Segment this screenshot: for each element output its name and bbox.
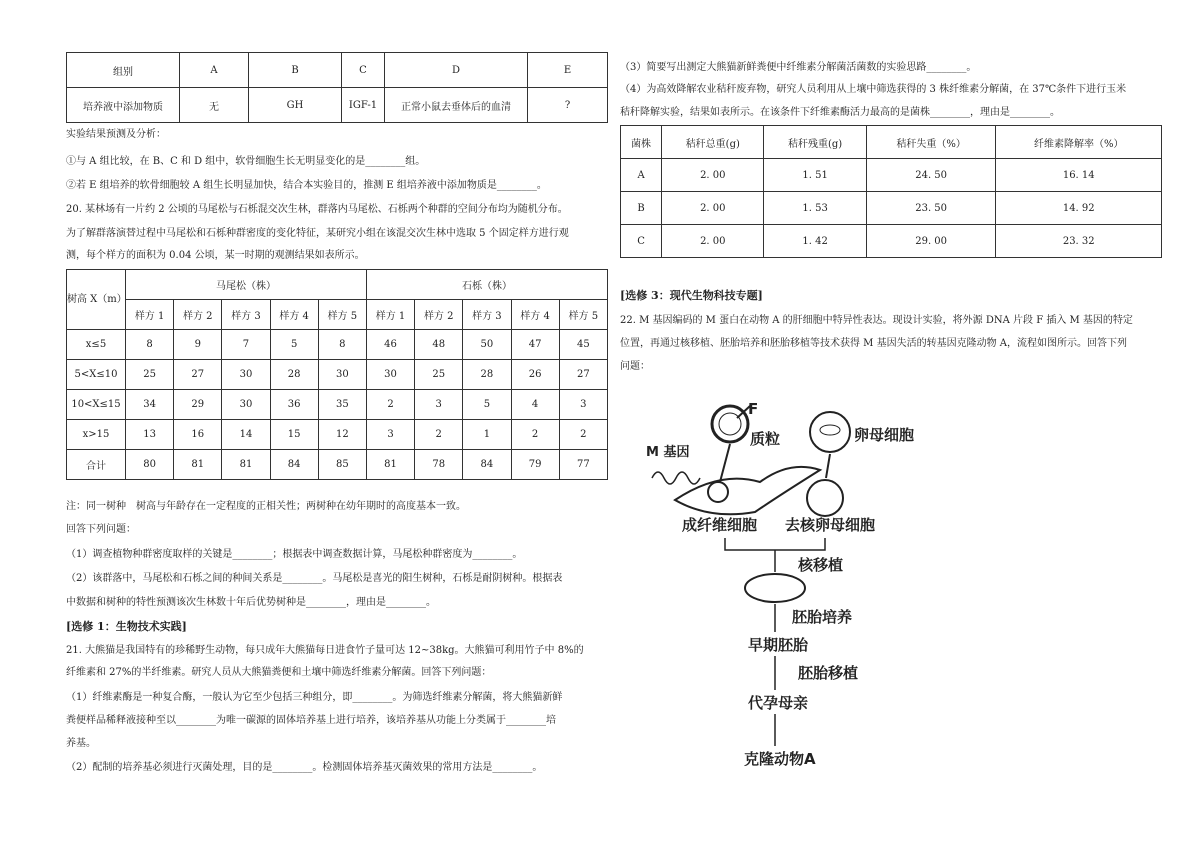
table-cell: 81 (174, 450, 222, 480)
merge-connector (725, 538, 825, 550)
table-growth-groups (66, 52, 608, 123)
label-f: F (748, 400, 759, 418)
table-header-cell: 秸秆残重(g) (764, 126, 866, 159)
cloning-flow-diagram (640, 400, 960, 780)
table-cell: 正常小鼠去垂体后的血清 (385, 88, 528, 123)
table-cell: 30 (222, 360, 270, 390)
label-m-gene: M 基因 (646, 445, 690, 460)
table-cell: 28 (463, 360, 511, 390)
table-cell: 9 (174, 330, 222, 360)
table-subheader-cell: 样方 4 (511, 300, 559, 330)
table-cell: A (180, 53, 249, 88)
label-early-embryo: 早期胚胎 (748, 636, 809, 654)
table-row (67, 420, 608, 450)
table-row (67, 360, 608, 390)
section-heading: [选修 3：现代生物科技专题] (620, 289, 763, 302)
table-cell: 2. 00 (662, 192, 764, 225)
paragraph: 20. 某林场有一片约 2 公顷的马尾松与石栎混交次生林，群落内马尾松、石栎两个种群的空间分布均为随机分布。 (66, 204, 568, 215)
paragraph: 回答下列问题： (66, 524, 136, 535)
table-cell: 2. 00 (662, 159, 764, 192)
table-subheader-cell: 样方 1 (366, 300, 414, 330)
table-cell: 30 (318, 360, 366, 390)
table-cell: 7 (222, 330, 270, 360)
table-row-label: 5<X≤10 (67, 360, 126, 390)
fibroblast-cell (675, 467, 820, 514)
table-row (67, 390, 608, 420)
table-cell: 1. 53 (764, 192, 866, 225)
paragraph: 纤维素和 27%的半纤维素。研究人员从大熊猫粪便和土壤中筛选纤维素分解菌。回答下列问题： (66, 667, 492, 678)
table-cell: 14 (222, 420, 270, 450)
table-subheader-cell: 样方 4 (270, 300, 318, 330)
table-row (67, 53, 608, 88)
table-header-cell: 纤维素降解率（%） (996, 126, 1162, 159)
culture-dish (745, 574, 805, 602)
table-cell: 1. 42 (764, 225, 866, 258)
plasmid-ring (712, 406, 748, 442)
table-cell: 8 (318, 330, 366, 360)
table-cell: 16. 14 (996, 159, 1162, 192)
paragraph: 中数据和树种的特性预测该次生林数十年后优势树种是________，理由是________。 (66, 597, 436, 608)
table-row (621, 192, 1162, 225)
table-row-label: 合计 (67, 450, 126, 480)
table-cell: D (385, 53, 528, 88)
table-row (67, 450, 608, 480)
table-subheader-cell: 样方 1 (126, 300, 174, 330)
paragraph: 秸秆降解实验，结果如表所示。在该条件下纤维素酶活力最高的是菌株________，理由是________。 (620, 107, 1060, 118)
table-cell: 8 (126, 330, 174, 360)
oocyte-cell (810, 412, 850, 452)
paragraph: （1）调查植物种群密度取样的关键是________；根据表中调查数据计算，马尾松种群密度为________。 (66, 549, 523, 560)
arrow-to-fibroblast (720, 444, 730, 482)
table-cell: C (342, 53, 385, 88)
table-cell: 30 (366, 360, 414, 390)
table-cell: 36 (270, 390, 318, 420)
table-cell: 2 (511, 420, 559, 450)
table-cell: 13 (126, 420, 174, 450)
table-cell: 48 (415, 330, 463, 360)
table-cell: 5 (270, 330, 318, 360)
table-cell: 2. 00 (662, 225, 764, 258)
table-cell: 50 (463, 330, 511, 360)
table-group-header: 石栎（株） (366, 270, 607, 300)
paragraph: （2）该群落中，马尾松和石栎之间的种间关系是________。马尾松是喜光的阳生树种，石栎是耐阴树种。根据表 (66, 573, 563, 584)
table-cell: ? (528, 88, 608, 123)
paragraph: 为了解群落演替过程中马尾松和石栎种群密度的变化特征，某研究小组在该混交次生林中选取 5 个固定样方进行观 (66, 228, 569, 239)
table-strain-results (620, 125, 1162, 258)
table-subheader-cell: 样方 3 (222, 300, 270, 330)
table-cell: 79 (511, 450, 559, 480)
table-header-cell: 秸秆总重(g) (662, 126, 764, 159)
paragraph: 21. 大熊猫是我国特有的珍稀野生动物，每只成年大熊猫每日进食竹子量可达 12~38kg。大熊猫可利用竹子中 8%的 (66, 645, 584, 656)
table-row-label: x>15 (67, 420, 126, 450)
paragraph: 实验结果预测及分析： (66, 129, 166, 140)
table-subheader-cell: 样方 5 (559, 300, 607, 330)
table-cell: 23. 50 (866, 192, 996, 225)
table-cell: 25 (126, 360, 174, 390)
table-row (621, 225, 1162, 258)
label-embryo-transfer: 胚胎移植 (798, 664, 859, 682)
table-note: 注：同一树种 树高与年龄存在一定程度的正相关性；两树种在幼年期时的高度基本一致。 (66, 501, 466, 512)
table-cell: IGF-1 (342, 88, 385, 123)
table-cell: 1 (463, 420, 511, 450)
table-cell: 培养液中添加物质 (67, 88, 180, 123)
table-tree-survey (66, 269, 608, 480)
paragraph: （4）为高效降解农业秸秆废弃物，研究人员利用从上壤中筛选获得的 3 株纤维素分解菌，在 37℃条件下进行玉米 (620, 84, 1127, 95)
table-cell: B (621, 192, 662, 225)
paragraph: （2）配制的培养基必须进行灭菌处理，目的是________。检测固体培养基灭菌效果的常用方法是________。 (66, 762, 543, 773)
table-cell: 34 (126, 390, 174, 420)
label-enucleated: 去核卵母细胞 (785, 516, 876, 534)
table-cell: 3 (559, 390, 607, 420)
oocyte-nucleus (820, 425, 840, 435)
table-header-cell: 菌株 (621, 126, 662, 159)
paragraph: 位置，再通过核移植、胚胎培养和胚胎移植等技术获得 M 基因失活的转基因克隆动物 A，流程如图所示。回答下列 (620, 338, 1127, 349)
table-cell: 1. 51 (764, 159, 866, 192)
table-row-label: 10<X≤15 (67, 390, 126, 420)
table-cell: 16 (174, 420, 222, 450)
table-cell: 2 (559, 420, 607, 450)
table-row (621, 159, 1162, 192)
paragraph: ①与 A 组比较，在 B、C 和 D 组中，软骨细胞生长无明显变化的是________组。 (66, 156, 426, 167)
table-cell: 47 (511, 330, 559, 360)
paragraph: 粪便样品稀释液接种至以________为唯一碳源的固体培养基上进行培养，该培养基从功能上分类属于________培 (66, 715, 556, 726)
label-oocyte: 卵母细胞 (854, 426, 915, 444)
table-row (67, 300, 608, 330)
table-subheader-cell: 样方 2 (415, 300, 463, 330)
table-cell: 27 (559, 360, 607, 390)
label-clone: 克隆动物A (744, 750, 816, 768)
table-cell: 14. 92 (996, 192, 1162, 225)
table-subheader-cell: 样方 2 (174, 300, 222, 330)
paragraph: 养基。 (66, 738, 96, 749)
table-cell: 29. 00 (866, 225, 996, 258)
table-cell: 无 (180, 88, 249, 123)
table-cell: 26 (511, 360, 559, 390)
label-embryo-culture: 胚胎培养 (792, 608, 853, 626)
table-cell: 25 (415, 360, 463, 390)
table-cell: E (528, 53, 608, 88)
table-cell: 84 (463, 450, 511, 480)
table-cell: 78 (415, 450, 463, 480)
label-surrogate: 代孕母亲 (748, 694, 809, 712)
table-cell: 15 (270, 420, 318, 450)
label-plasmid: 质粒 (750, 430, 781, 448)
table-subheader-cell: 样方 3 (463, 300, 511, 330)
paragraph: 22. M 基因编码的 M 蛋白在动物 A 的肝细胞中特异性表达。现设计实验，将外源 DNA 片段 F 插入 M 基因的特定 (620, 315, 1133, 326)
table-row (621, 126, 1162, 159)
table-cell: 28 (270, 360, 318, 390)
section-heading: [选修 1：生物技术实践] (66, 620, 187, 633)
table-cell: 29 (174, 390, 222, 420)
table-cell: 3 (415, 390, 463, 420)
table-row-label: x≤5 (67, 330, 126, 360)
table-cell: 45 (559, 330, 607, 360)
table-cell: 24. 50 (866, 159, 996, 192)
table-cell: 80 (126, 450, 174, 480)
table-cell: 12 (318, 420, 366, 450)
table-header-cell: 秸秆失重（%） (866, 126, 996, 159)
paragraph: （1）纤维素酶是一种复合酶，一般认为它至少包括三种组分，即________。为筛选纤维素分解菌，将大熊猫新鲜 (66, 692, 563, 703)
table-cell: 85 (318, 450, 366, 480)
arrow-to-enucleated (826, 454, 830, 478)
table-cell: 2 (415, 420, 463, 450)
table-cell: C (621, 225, 662, 258)
table-row (67, 270, 608, 300)
table-row (67, 330, 608, 360)
table-cell: 81 (222, 450, 270, 480)
table-cell: 4 (511, 390, 559, 420)
fibroblast-nucleus (708, 482, 728, 502)
paragraph: 问题： (620, 361, 650, 372)
label-fibroblast: 成纤维细胞 (682, 516, 758, 534)
table-group-header: 马尾松（株） (126, 270, 367, 300)
label-nuclear-transfer: 核移植 (798, 556, 844, 574)
table-corner-cell: 树高 X（m） (67, 270, 126, 330)
paragraph: （3）简要写出测定大熊猫新鲜粪便中纤维素分解菌活菌数的实验思路________。 (620, 62, 977, 73)
table-cell: 30 (222, 390, 270, 420)
paragraph: ②若 E 组培养的软骨细胞较 A 组生长明显加快，结合本实验目的，推测 E 组培养液中添加物质是________。 (66, 180, 547, 191)
table-subheader-cell: 样方 5 (318, 300, 366, 330)
table-cell: 35 (318, 390, 366, 420)
table-cell: 81 (366, 450, 414, 480)
table-cell: A (621, 159, 662, 192)
table-cell: B (249, 53, 342, 88)
table-row (67, 88, 608, 123)
table-cell: 23. 32 (996, 225, 1162, 258)
dna-helix (652, 472, 700, 484)
table-cell: 3 (366, 420, 414, 450)
table-cell: 5 (463, 390, 511, 420)
table-cell: 77 (559, 450, 607, 480)
table-cell: 27 (174, 360, 222, 390)
table-cell: 46 (366, 330, 414, 360)
table-cell: 84 (270, 450, 318, 480)
table-cell: 2 (366, 390, 414, 420)
paragraph: 测，每个样方的面积为 0.04 公顷，某一时期的观测结果如表所示。 (66, 250, 365, 261)
table-cell: GH (249, 88, 342, 123)
table-cell: 组别 (67, 53, 180, 88)
enucleated-cell (807, 480, 843, 516)
